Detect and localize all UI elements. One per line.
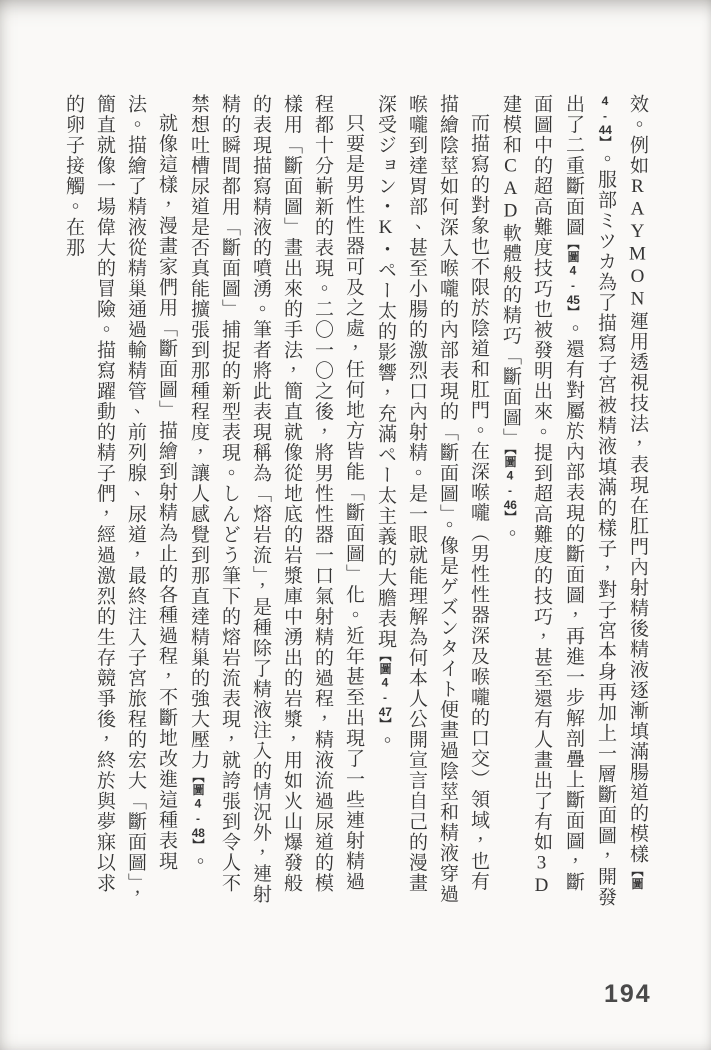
figure-reference: 【圖4-48】: [191, 770, 205, 852]
text-run: 只要是男性性器可及之處，任何地方皆能「斷面圖」化。近年甚至出現了一些連射精過程都十分嶄新的表現。二〇一〇之後，將男性性器一口氣射精的過程，精液流過尿道的模樣用「斷面圖」畫出來的手法，簡直就像從地底的岩漿庫中湧出的岩漿，用如火山爆發般的表現描寫精液的噴湧。筆者將此表現稱為「熔岩流」，是種除了精液注入的情況外，連射精的瞬間都用「斷面圖」捕捉的新型表現。しんどう筆下的熔岩流表現，就誇張到令人不禁想吐槽尿道是否真能擴張到那種程度，讓人感覺到那直達精巢的強大壓力: [188, 94, 364, 905]
figure-number-group: 46: [503, 498, 517, 511]
text-run: 。: [375, 730, 396, 751]
paragraph: [494, 94, 653, 912]
figure-reference: 【圖4-47】: [378, 649, 392, 731]
figure-reference: 【圖4-44】: [598, 94, 644, 891]
paragraph: [58, 94, 182, 912]
figure-number-group: 44: [598, 124, 612, 136]
figure-number-group: 45: [566, 293, 580, 306]
text-run: 。: [188, 851, 209, 872]
text-run: 。還有對屬於內部表現的斷面圖，再進一步解剖疊上斷面圖，斷面圖中的超高難度技巧也被發明出來。提到超高難度的技巧，甚至還有人畫出了有如3D建模和CAD軟體般的精巧「斷面圖」: [500, 94, 584, 898]
text-run: 而描寫的對象也不限於陰道和肛門。在深喉嚨（男性性器深及喉嚨的口交）領域，也有描繪陰莖如何深入喉嚨的內部表現的「斷面圖」。像是ゲズンタイト便畫過陰莖和精液穿過喉嚨到達胃部、甚至小腸的激烈口內射精。是一眼就能理解為何本人公開宣言自己的漫畫深受ジョン・K・ペー太的影響，充滿ペー太主義的大膽表現: [375, 94, 489, 905]
text-run: 。服部ミツカ為了描寫子宮被精液填滿的樣子，對子宮本身再加上一層斷面圖，開發出了二重斷面圖: [563, 94, 616, 908]
figure-reference: 【圖4-45】: [566, 237, 580, 319]
figure-number-group: 48: [191, 826, 205, 839]
figure-reference: 【圖4-46】: [503, 448, 517, 524]
text-run: 效。例如RAYMON運用透視技法，表現在肛門內射精後精液逐漸填滿腸道的模樣: [627, 94, 648, 865]
text-run: 就像這樣，漫畫家們用「斷面圖」描繪到射精為止的各種過程，不斷地改進這種表現法。描繪了精液從精巢通過輸精管、前列腺、尿道，最終注入子宮旅程的宏大「斷面圖」，簡直就像一場偉大的冒險。描寫躍動的精子們，經過激烈的生存競爭後，終於與夢寐以求的卵子接觸。在那: [63, 94, 177, 905]
text-body: [58, 94, 653, 912]
page-number: 194: [604, 980, 652, 1008]
text-run: 。: [500, 523, 521, 544]
figure-number-group: 47: [378, 705, 392, 718]
paragraph: [182, 94, 369, 912]
paragraph: [369, 94, 494, 912]
